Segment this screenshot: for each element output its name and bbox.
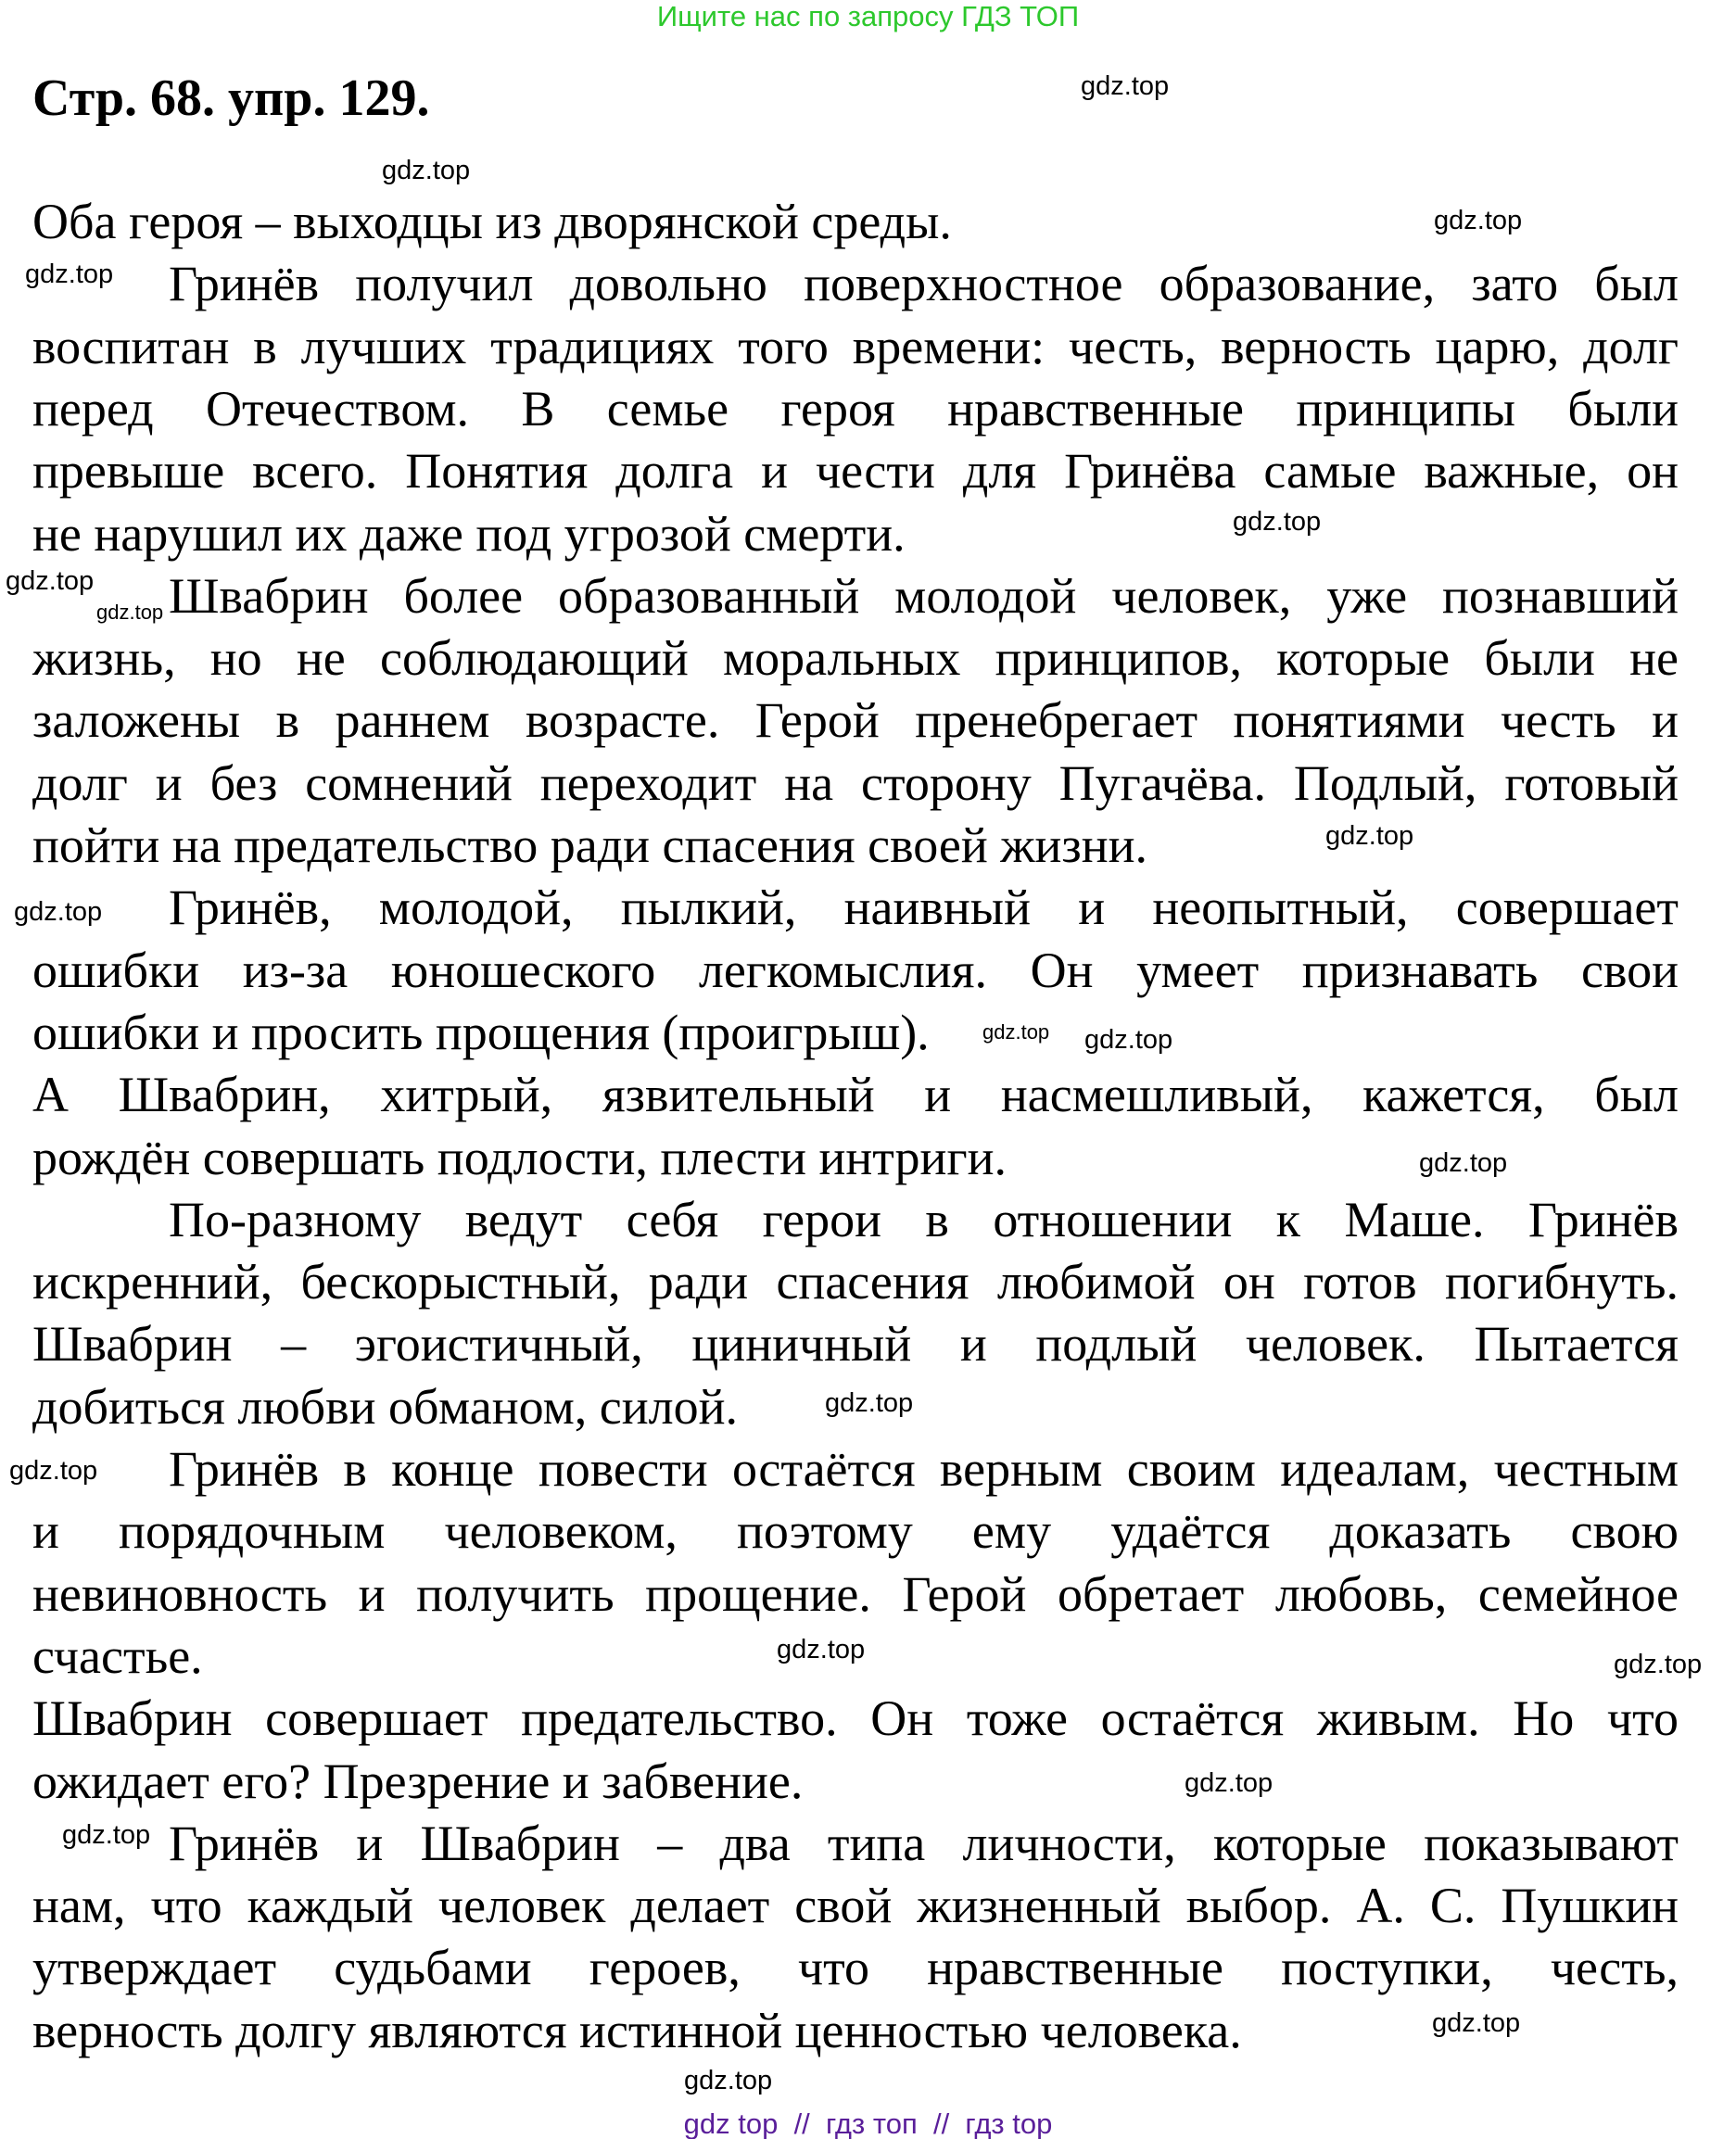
text-line: Швабрин совершает предательство. Он тоже остаётся живым. Но что <box>32 1690 1679 1746</box>
text-line: и порядочным человеком, поэтому ему удаётся доказать свою <box>32 1503 1679 1559</box>
watermark: gdz.top <box>96 601 164 624</box>
text-line: долг и без сомнений переходит на сторону Пугачёва. Подлый, готовый <box>32 755 1679 811</box>
text-line: ожидает его? Презрение и забвение. <box>32 1753 804 1809</box>
text-line: А Швабрин, хитрый, язвительный и насмешливый, кажется, был <box>32 1067 1679 1122</box>
watermark: gdz.top <box>62 1820 151 1850</box>
watermark: gdz.top <box>1614 1650 1703 1679</box>
watermark: gdz.top <box>382 156 471 185</box>
text-line: нам, что каждый человек делает свой жизненный выбор. А. С. Пушкин <box>32 1878 1679 1933</box>
text-line: счастье. <box>32 1628 203 1684</box>
text-line: заложены в раннем возрасте. Герой пренебрегает понятиями честь и <box>32 692 1679 748</box>
text-line: верность долгу являются истинной ценностью человека. <box>32 2003 1242 2058</box>
text-line: Швабрин – эгоистичный, циничный и подлый человек. Пытается <box>32 1316 1679 1372</box>
text-line: Гринёв получил довольно поверхностное образование, зато был <box>169 256 1679 311</box>
watermark: gdz.top <box>1233 507 1322 537</box>
watermark: gdz.top <box>1185 1768 1273 1798</box>
watermark: gdz.top <box>14 897 103 927</box>
watermark: gdz.top <box>6 566 95 596</box>
text-line: пойти на предательство ради спасения своей жизни. <box>32 817 1148 873</box>
text-line: Гринёв в конце повести остаётся верным своим идеалам, честным <box>169 1441 1679 1497</box>
text-line: воспитан в лучших традициях того времени: честь, верность царю, долг <box>32 319 1679 374</box>
page-title: Стр. 68. упр. 129. <box>32 70 430 127</box>
watermark: gdz.top <box>684 2066 773 2095</box>
watermark: gdz.top <box>9 1456 98 1486</box>
search-hint-banner: Ищите нас по запросу ГДЗ ТОП <box>656 0 1080 32</box>
text-line: не нарушил их даже под угрозой смерти. <box>32 506 906 562</box>
text-line: ошибки из-за юношеского легкомыслия. Он умеет признавать свои <box>32 943 1679 998</box>
footer-links[interactable]: gdz top // гдз топ // гдз top <box>683 2107 1053 2139</box>
text-line: рождён совершать подлости, плести интриги. <box>32 1130 1007 1185</box>
watermark: gdz.top <box>1432 2008 1521 2038</box>
watermark: gdz.top <box>1434 206 1523 235</box>
text-line: невиновность и получить прощение. Герой обретает любовь, семейное <box>32 1566 1679 1622</box>
watermark: gdz.top <box>777 1635 866 1664</box>
watermark: gdz.top <box>25 259 114 289</box>
watermark: gdz.top <box>982 1020 1050 1044</box>
watermark: gdz.top <box>1325 821 1414 851</box>
text-line: утверждает судьбами героев, что нравственные поступки, честь, <box>32 1940 1679 1995</box>
text-line: жизнь, но не соблюдающий моральных принципов, которые были не <box>32 630 1679 686</box>
watermark: gdz.top <box>825 1388 914 1418</box>
text-line: искренний, бескорыстный, ради спасения любимой он готов погибнуть. <box>32 1254 1679 1310</box>
text-line: Оба героя – выходцы из дворянской среды. <box>32 194 952 249</box>
text-line: превыше всего. Понятия долга и чести для Гринёва самые важные, он <box>32 443 1679 499</box>
watermark: gdz.top <box>1419 1148 1508 1178</box>
text-line: ошибки и просить прощения (проигрыш). <box>32 1005 930 1060</box>
text-line: Швабрин более образованный молодой человек, уже познавший <box>169 568 1679 624</box>
text-line: Гринёв, молодой, пылкий, наивный и неопытный, совершает <box>169 880 1679 935</box>
text-line: перед Отечеством. В семье героя нравственные принципы были <box>32 381 1679 437</box>
watermark: gdz.top <box>1084 1025 1173 1055</box>
text-line: добиться любви обманом, силой. <box>32 1379 739 1435</box>
text-line: По-разному ведут себя герои в отношении к Маше. Гринёв <box>169 1192 1679 1247</box>
text-line: Гринёв и Швабрин – два типа личности, которые показывают <box>169 1816 1679 1871</box>
watermark: gdz.top <box>1081 71 1170 101</box>
